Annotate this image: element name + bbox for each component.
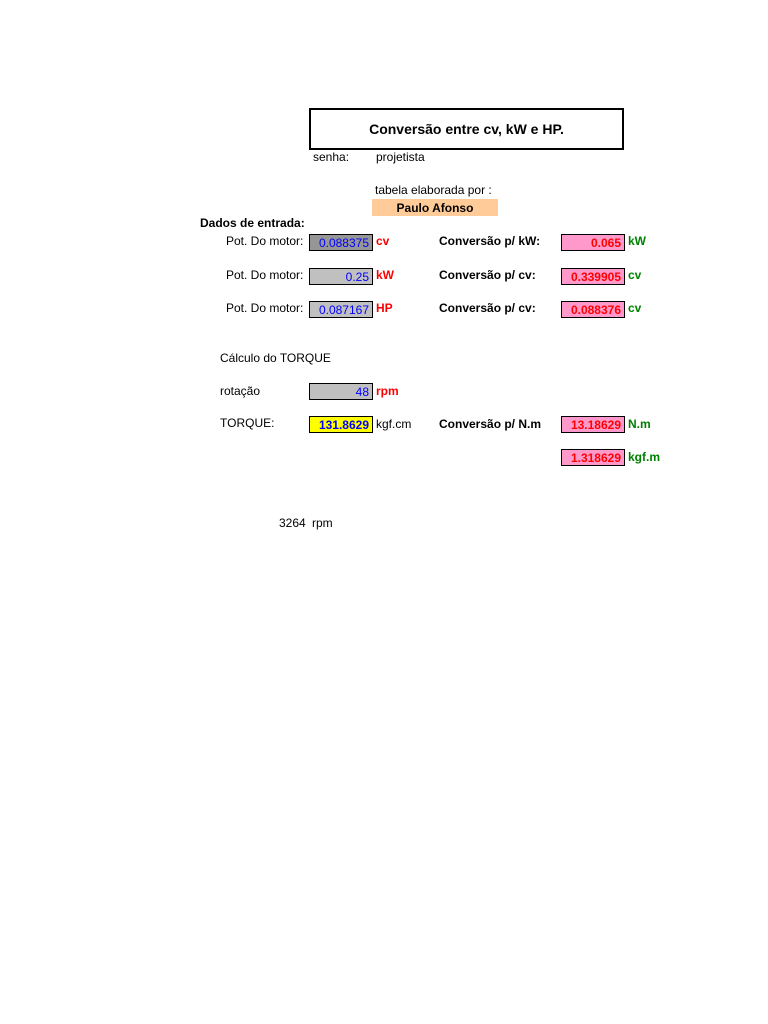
unit-kgf-cm: kgf.cm bbox=[376, 417, 412, 431]
password-value: projetista bbox=[376, 150, 425, 164]
conversion-cv-label-hp: Conversão p/ cv: bbox=[439, 301, 536, 315]
author-label: tabela elaborada por : bbox=[375, 183, 492, 197]
conversion-cv-output: 0.339905 bbox=[561, 268, 625, 285]
conversion-nm-label: Conversão p/ N.m bbox=[439, 417, 542, 431]
unit-kw: kW bbox=[376, 268, 394, 282]
torque-label: TORQUE: bbox=[220, 416, 275, 430]
unit-nm: N.m bbox=[628, 417, 651, 431]
author-name: Paulo Afonso bbox=[372, 199, 498, 216]
rotation-label: rotação bbox=[220, 384, 261, 398]
footer-rpm-unit: rpm bbox=[312, 516, 333, 530]
motor-power-label-hp: Pot. Do motor: bbox=[226, 301, 304, 315]
unit-rpm: rpm bbox=[376, 384, 399, 398]
unit-cv: cv bbox=[376, 234, 390, 248]
password-label: senha: bbox=[313, 150, 350, 164]
footer-rpm-value: 3264 bbox=[279, 516, 306, 530]
unit-hp: HP bbox=[376, 301, 393, 315]
input-section-label: Dados de entrada: bbox=[200, 216, 305, 230]
page-title: Conversão entre cv, kW e HP. bbox=[309, 108, 624, 150]
unit-cv-output-hp: cv bbox=[628, 301, 642, 315]
conversion-kw-output: 0.065 bbox=[561, 234, 625, 251]
conversion-cv-label: Conversão p/ cv: bbox=[439, 268, 536, 282]
conversion-kgfm-output: 1.318629 bbox=[561, 449, 625, 466]
torque-section-label: Cálculo do TORQUE bbox=[220, 351, 331, 365]
motor-power-hp-input[interactable]: 0.087167 bbox=[309, 301, 373, 318]
rotation-input[interactable]: 48 bbox=[309, 383, 373, 400]
motor-power-cv-input[interactable]: 0.088375 bbox=[309, 234, 373, 251]
unit-kgfm: kgf.m bbox=[628, 450, 661, 464]
unit-kw-output: kW bbox=[628, 234, 646, 248]
motor-power-label-kw: Pot. Do motor: bbox=[226, 268, 304, 282]
unit-cv-output: cv bbox=[628, 268, 642, 282]
motor-power-label-cv: Pot. Do motor: bbox=[226, 234, 304, 248]
conversion-cv-output-hp: 0.088376 bbox=[561, 301, 625, 318]
motor-power-kw-input[interactable]: 0.25 bbox=[309, 268, 373, 285]
conversion-kw-label: Conversão p/ kW: bbox=[439, 234, 541, 248]
torque-output: 131.8629 bbox=[309, 416, 373, 433]
conversion-nm-output: 13.18629 bbox=[561, 416, 625, 433]
